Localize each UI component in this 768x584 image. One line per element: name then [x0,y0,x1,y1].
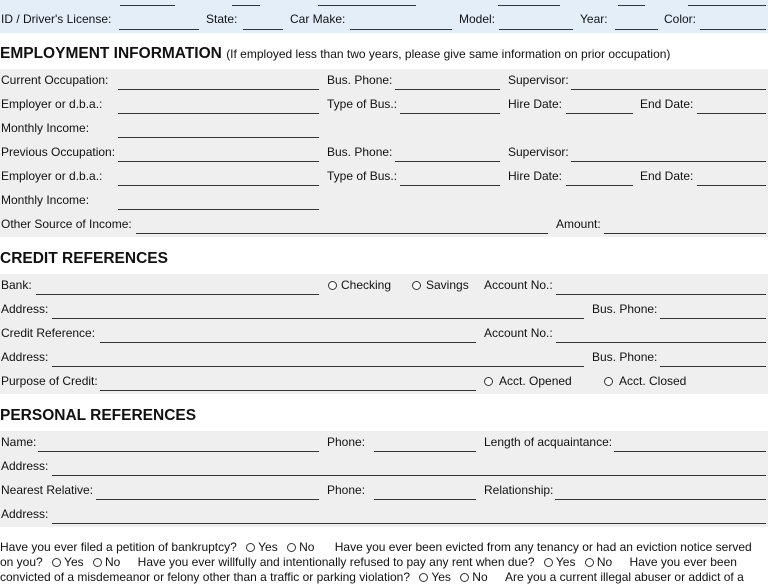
previous-end-date-label: End Date: [640,169,694,183]
nearest-relative-label: Nearest Relative: [1,483,94,497]
previous-employer-label: Employer or d.b.a.: [1,169,103,183]
purpose-of-credit-label: Purpose of Credit: [1,374,98,388]
employment-title: EMPLOYMENT INFORMATION [0,45,222,62]
credit-account-no-field[interactable] [556,342,766,343]
checking-label: Checking [341,278,392,292]
ref-address-label: Address: [1,459,49,473]
bank-account-no-label: Account No.: [484,278,553,292]
relative-phone-field[interactable] [374,499,476,500]
credit-account-no-label: Account No.: [484,326,553,340]
ref-phone-field[interactable] [374,451,476,452]
bankruptcy-question: Have you ever filed a petition of bankruptcy? [0,540,237,554]
current-supervisor-field[interactable] [571,89,766,90]
savings-radio[interactable] [412,281,421,290]
credit-reference-field[interactable] [100,342,476,343]
relationship-label: Relationship: [484,483,554,497]
top-cut-field-5[interactable] [618,5,645,6]
eviction-yes-radio[interactable] [52,558,61,567]
conviction-no-radio[interactable] [460,573,469,582]
other-income-field[interactable] [136,233,548,234]
previous-supervisor-field[interactable] [571,161,766,162]
current-hire-date-field[interactable] [566,113,633,114]
acct-opened-radio[interactable] [484,377,493,386]
credit-address-label: Address: [1,350,49,364]
purpose-of-credit-field[interactable] [100,390,476,391]
id-license-field[interactable] [119,29,199,30]
ref-address-field[interactable] [52,475,766,476]
refused-rent-yes-radio[interactable] [544,558,553,567]
current-type-of-bus-label: Type of Bus.: [327,97,398,111]
bank-account-no-field[interactable] [556,294,766,295]
top-cut-field-4[interactable] [498,5,560,6]
top-cut-field-3[interactable] [318,5,416,6]
bank-address-field[interactable] [52,318,584,319]
current-monthly-income-field[interactable] [118,137,319,138]
ref-phone-label: Phone: [327,435,366,449]
current-employer-label: Employer or d.b.a.: [1,97,103,111]
id-license-label: ID / Driver's License: [1,12,112,26]
conviction-yes-radio[interactable] [419,573,428,582]
credit-bus-phone-label: Bus. Phone: [592,350,658,364]
amount-field[interactable] [604,233,766,234]
previous-bus-phone-label: Bus. Phone: [327,145,393,159]
refused-rent-no-radio[interactable] [585,558,594,567]
question-line-1 [0,540,752,554]
current-monthly-income-label: Monthly Income: [1,121,90,135]
bankruptcy-yes-radio[interactable] [246,543,255,552]
bankruptcy-no-label: No [299,540,315,554]
eviction-no-label: No [104,555,121,569]
relative-address-label: Address: [1,507,49,521]
top-cut-field-2[interactable] [232,5,260,6]
conviction-yes-label: Yes [431,570,451,584]
color-field[interactable] [700,29,766,30]
ref-name-label: Name: [1,435,37,449]
model-label: Model: [459,12,496,26]
acquaintance-length-label: Length of acquaintance: [484,435,613,449]
car-make-label: Car Make: [290,12,346,26]
question-line-2 [0,555,737,569]
conviction-question-cont: convicted of a misdemeanor or felony other than a traffic or parking violation? [0,570,411,584]
current-type-of-bus-field[interactable] [400,113,500,114]
previous-monthly-income-field[interactable] [118,209,319,210]
current-occupation-label: Current Occupation: [1,73,109,87]
previous-employer-field[interactable] [118,185,319,186]
credit-reference-label: Credit Reference: [1,326,96,340]
previous-monthly-income-label: Monthly Income: [1,193,90,207]
top-cut-field-6[interactable] [688,5,766,6]
employment-section-title [0,45,670,63]
credit-bus-phone-field[interactable] [660,366,766,367]
acquaintance-length-field[interactable] [614,451,766,452]
conviction-no-label: No [472,570,488,584]
abuser-question: Are you a current illegal abuser or addict of a [504,570,744,584]
year-field[interactable] [615,29,658,30]
relative-phone-label: Phone: [327,483,366,497]
previous-supervisor-label: Supervisor: [508,145,569,159]
eviction-question: Have you ever been evicted from any tenancy or had an eviction notice served [334,540,752,554]
refused-rent-no-label: No [596,555,613,569]
bankruptcy-yes-label: Yes [258,540,278,554]
eviction-yes-label: Yes [64,555,84,569]
savings-label: Savings [426,278,469,292]
bank-label: Bank: [1,278,32,292]
bank-address-label: Address: [1,302,49,316]
previous-type-of-bus-label: Type of Bus.: [327,169,398,183]
personal-band [0,431,768,527]
bank-bus-phone-label: Bus. Phone: [592,302,658,316]
eviction-no-radio[interactable] [93,558,102,567]
current-employer-field[interactable] [118,113,319,114]
bankruptcy-no-radio[interactable] [287,543,296,552]
top-cut-field-1[interactable] [120,5,175,6]
relative-address-field[interactable] [52,523,766,524]
personal-section-title: PERSONAL REFERENCES [0,407,197,424]
nearest-relative-field[interactable] [96,499,319,500]
previous-end-date-field[interactable] [697,185,766,186]
year-label: Year: [580,12,608,26]
employment-note: (If employed less than two years, please give same information on prior occupation) [226,47,671,61]
acct-closed-radio[interactable] [604,377,613,386]
conviction-question: Have you ever been [629,555,737,569]
acct-closed-label: Acct. Closed [619,374,687,388]
previous-occupation-field[interactable] [118,161,319,162]
state-field[interactable] [243,29,283,30]
current-bus-phone-field[interactable] [395,89,500,90]
car-make-field[interactable] [350,29,452,30]
current-supervisor-label: Supervisor: [508,73,569,87]
credit-address-field[interactable] [52,366,584,367]
question-line-3 [0,570,744,584]
current-bus-phone-label: Bus. Phone: [327,73,393,87]
current-end-date-label: End Date: [640,97,694,111]
relationship-field[interactable] [555,499,766,500]
previous-hire-date-label: Hire Date: [508,169,563,183]
previous-occupation-label: Previous Occupation: [1,145,116,159]
credit-section-title: CREDIT REFERENCES [0,250,168,267]
current-occupation-field[interactable] [118,89,319,90]
acct-opened-label: Acct. Opened [499,374,572,388]
refused-rent-yes-label: Yes [555,555,576,569]
current-end-date-field[interactable] [697,113,766,114]
checking-radio[interactable] [328,281,337,290]
current-hire-date-label: Hire Date: [508,97,563,111]
refused-rent-question: Have you ever willfully and intentionally refused to pay any rent when due? [137,555,535,569]
other-income-label: Other Source of Income: [1,217,132,231]
bank-field[interactable] [36,294,319,295]
amount-label: Amount: [556,217,601,231]
eviction-question-cont: on you? [0,555,43,569]
color-label: Color: [664,12,697,26]
previous-type-of-bus-field[interactable] [400,185,500,186]
state-label: State: [206,12,238,26]
bank-bus-phone-field[interactable] [660,318,766,319]
previous-hire-date-field[interactable] [566,185,633,186]
model-field[interactable] [499,29,573,30]
previous-bus-phone-field[interactable] [395,161,500,162]
ref-name-field[interactable] [38,451,319,452]
